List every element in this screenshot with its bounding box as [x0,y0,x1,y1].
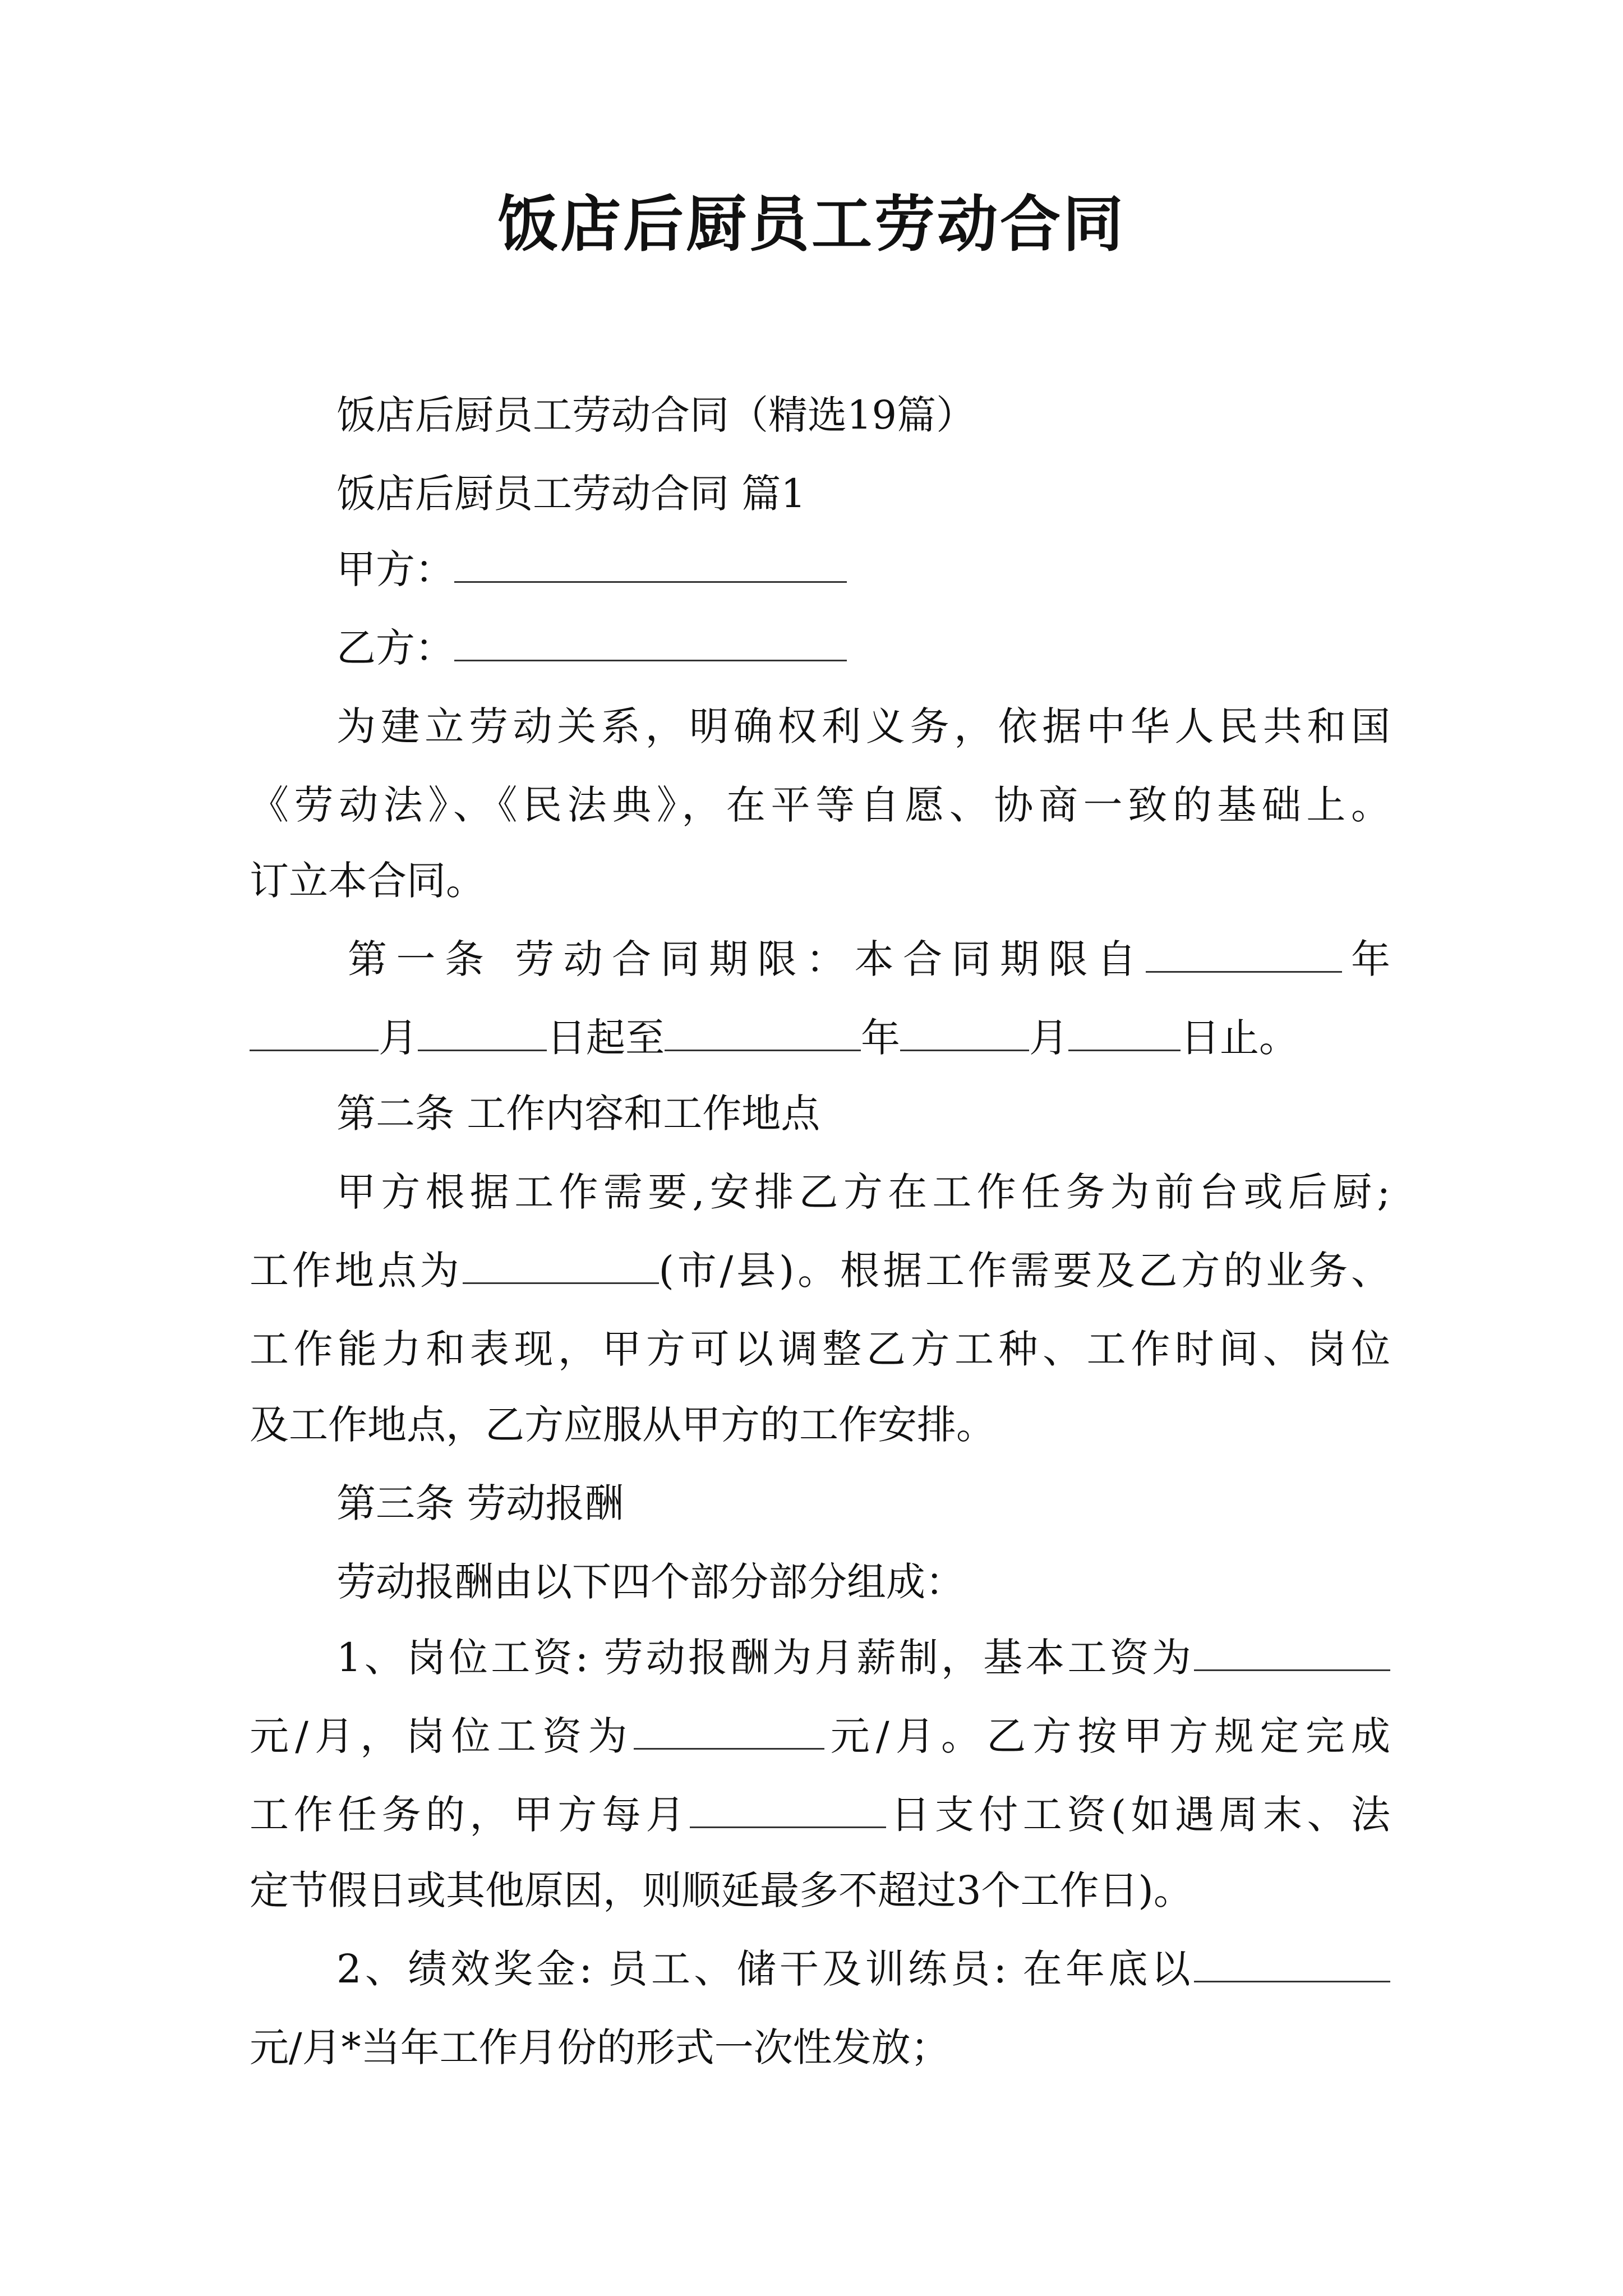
subtitle: 饭店后厨员工劳动合同（精选19篇） [336,392,976,438]
text: 工作任务的，甲方每月 [250,1792,690,1838]
article3-heading: 第三条 劳动报酬 [336,1480,624,1526]
article2-line: 工作能力和表现，甲方可以调整乙方工种、工作时间、岗位 [250,1326,1390,1372]
blank [690,1789,886,1828]
blank [1146,934,1342,973]
item2-line [336,1941,1390,1997]
item1-line: 定节假日或其他原因，则顺延最多不超过3个工作日)。 [250,1867,1193,1913]
item1-line [250,1787,1390,1843]
article2-line: 及工作地点，乙方应服从甲方的工作安排。 [250,1402,995,1448]
party-a-label: 甲方： [336,546,454,592]
text: 2、绩效奖金: 员工、储干及训练员: 在年底以 [336,1946,1194,1992]
party-b-blank [454,623,847,661]
blank [634,1711,824,1750]
party-a-line [336,541,1390,597]
document-title: 饭店后厨员工劳动合同 [497,189,1126,260]
item1-line [336,1630,1390,1686]
text: (市/县)。根据工作需要及乙方的业务、 [658,1248,1391,1294]
item1-line [250,1708,1390,1764]
year-label: 年 [1341,936,1391,982]
text: 日支付工资(如遇周末、法 [886,1792,1390,1838]
party-b-label: 乙方： [336,625,454,671]
preamble-line: 订立本合同。 [250,858,485,904]
item2-line: 元/月*当年工作月份的形式一次性发放； [250,2024,950,2070]
text: 1、岗位工资: 劳动报酬为月薪制，基本工资为 [336,1635,1194,1681]
party-b-line [336,620,1390,676]
text: 元/月。乙方按甲方规定完成 [824,1713,1390,1759]
article2-heading: 第二条 工作内容和工作地点 [336,1091,820,1137]
year-label: 年 [861,1015,900,1061]
blank [250,1013,379,1051]
blank [1194,1632,1390,1671]
preamble-line: 为建立劳动关系，明确权利义务，依据中华人民共和国 [336,703,1390,749]
article1-line [348,931,1390,987]
article2-line: 甲方根据工作需要,安排乙方在工作任务为前台或后厨; [336,1169,1390,1215]
article2-line [250,1243,1390,1299]
article1-line [250,1010,1390,1066]
article1-label: 第一条 劳动合同期限：本合同期限自 [348,936,1146,982]
text: 元/月，岗位工资为 [250,1713,634,1759]
party-a-blank [454,544,847,583]
section-heading: 饭店后厨员工劳动合同 篇1 [336,471,806,517]
month-label: 月 [1029,1015,1068,1061]
article3-intro: 劳动报酬由以下四个部分部分组成： [336,1559,965,1605]
month-label: 月 [379,1015,418,1061]
preamble-line: 《劳动法》、《民法典》，在平等自愿、协商一致的基础上。 [250,782,1390,828]
blank [900,1013,1029,1051]
blank [463,1245,659,1284]
blank [418,1013,547,1051]
text: 工作地点为 [250,1248,463,1294]
blank [1194,1944,1390,1982]
day-label: 日止。 [1181,1015,1298,1061]
blank [1068,1013,1181,1051]
day-label: 日起至 [547,1015,665,1061]
blank [665,1013,861,1051]
